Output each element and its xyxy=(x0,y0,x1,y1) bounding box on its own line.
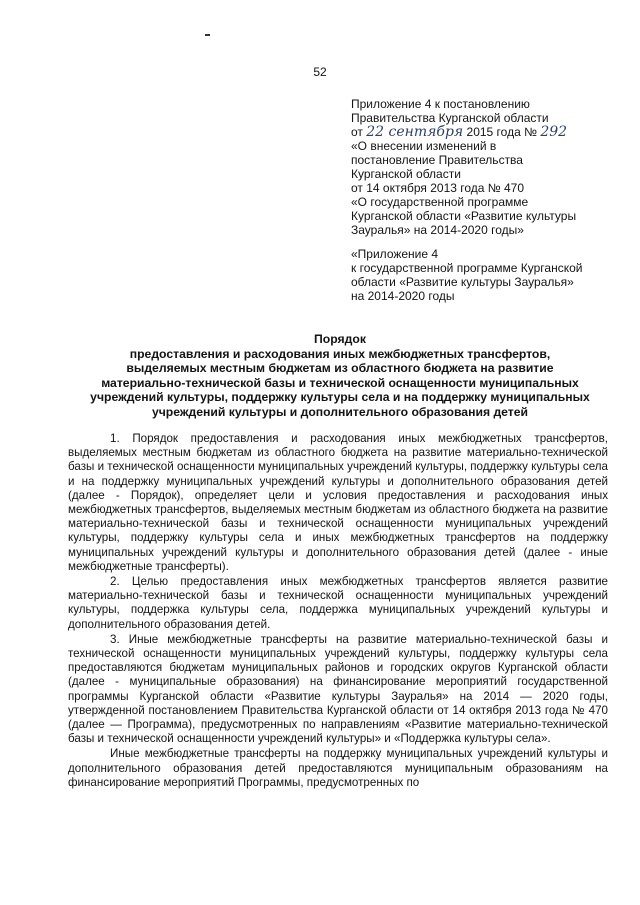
annex-date-line xyxy=(351,125,631,139)
paragraph-1: 1. Порядок предоставления и расходования иных межбюджетных трансфертов, выделяемых местным бюджетам из областного бюджета на развитие материально-технической базы и технической оснащенности муниципальных учреждений культуры, поддержку культуры села и на поддержку муниципальных учреждений культуры и дополнительного образования детей (далее - Порядок), определяет цели и условия предоставления и расходования иных межбюджетных трансфертов, выделяемых местным бюджетам из областного бюджета на развитие материально-технической базы и технической оснащенности муниципальных учреждений культуры, поддержку культуры села и иных межбюджетных трансфертов на поддержку муниципальных учреждений культуры и дополнительного образования детей (далее - иные межбюджетные трансферты). xyxy=(68,432,608,573)
annex-line: области «Развитие культуры Зауралья» xyxy=(351,275,574,289)
title-line: предоставления и расходования иных межбюджетных трансфертов, xyxy=(129,346,551,361)
annex-line: Правительства Курганской области xyxy=(351,111,549,125)
paragraph-3: 3. Иные межбюджетные трансферты на развитие материально-технической базы и технической оснащенности муниципальных учреждений культуры, поддержку культуры села предоставляются бюджетам муниципальных районов и городских округов Курганской области (далее - муниципальные образования) на финансирование мероприятий государственной программы Курганской области «Развитие культуры Зауралья» на 2014 — 2020 годы, утвержденной постановлением Правительства Курганской области от 14 октября 2013 года № 470 (далее — Программа), предусмотренных по направлениям «Развитие материально-технической базы и технической оснащенности учреждений культуры» и «Поддержка культуры села». xyxy=(68,632,608,746)
date-year: 2015 года № xyxy=(466,125,537,139)
annex-block xyxy=(351,97,631,303)
paragraph-4: Иные межбюджетные трансферты на поддержку муниципальных учреждений культуры и дополнительного образования детей предоставляются муниципальным образованиям на финансирование мероприятий Программы, предусмотренных по xyxy=(68,747,608,789)
annex-line: Приложение 4 к постановлению xyxy=(351,97,530,111)
annex-line: постановление Правительства xyxy=(351,153,523,167)
title-line: учреждений культуры, поддержку культуры села и на поддержку муниципальных xyxy=(90,390,590,405)
annex-line: к государственной программе Курганской xyxy=(351,261,583,275)
paragraph-2: 2. Целью предоставления иных межбюджетных трансфертов является развитие материально-технической базы и технической оснащенности муниципальных учреждений культуры, поддержка культуры села, поддержка муниципальных учреждений культуры и дополнительного образования детей. xyxy=(68,575,608,631)
annex-line: на 2014-2020 годы xyxy=(351,289,455,303)
title-line: учреждений культуры и дополнительного образования детей xyxy=(151,404,529,419)
title-line: выделяемых местным бюджетам из областного бюджета на развитие xyxy=(126,361,554,376)
annex-line: Курганской области xyxy=(351,167,461,181)
scan-mark xyxy=(205,34,210,36)
date-prefix: от xyxy=(351,125,363,139)
annex-line: Зауралья» на 2014-2020 годы» xyxy=(351,223,524,237)
annex-line: «Приложение 4 xyxy=(351,247,439,261)
annex-line: «О внесении изменений в xyxy=(351,139,497,153)
annex-line: «О государственной программе xyxy=(351,195,529,209)
annex-line: от 14 октября 2013 года № 470 xyxy=(351,181,525,195)
title-line: материально-технической базы и технической оснащенности муниципальных xyxy=(101,375,579,390)
annex-line: Курганской области «Развитие культуры xyxy=(351,209,577,223)
title-heading: Порядок xyxy=(314,332,366,346)
page-number: 52 xyxy=(313,65,327,79)
document-title xyxy=(60,332,620,420)
handwritten-date: 22 сентября xyxy=(366,124,464,140)
handwritten-number: 292 xyxy=(540,124,568,140)
document-body xyxy=(68,432,608,791)
